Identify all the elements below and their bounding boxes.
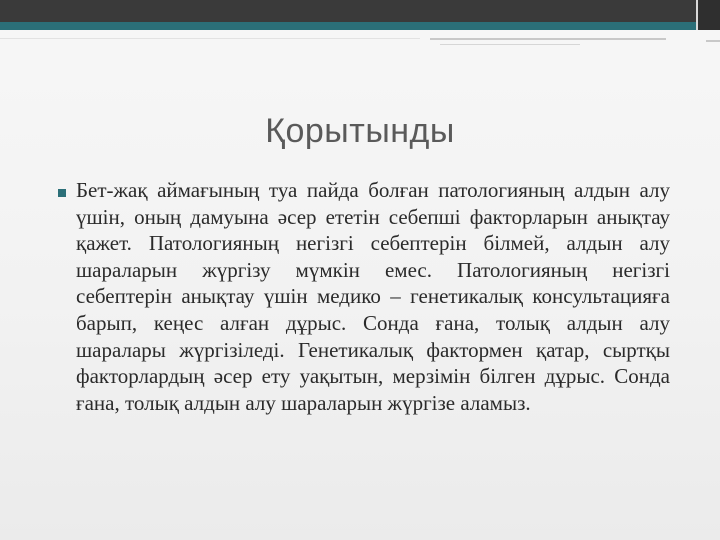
header-band-accent xyxy=(0,22,720,30)
decorative-line xyxy=(430,38,666,40)
decorative-line xyxy=(0,38,420,39)
decorative-line xyxy=(706,40,720,42)
decorative-line xyxy=(440,44,580,45)
bullet-text: Бет-жақ аймағының туа пайда болған патологияның алдын алу үшін, оның дамуына әсер ететін себепші факторларын анықтау қажет. Патологияның негізгі себептерін білмей, алдын алу шараларын жүргізу мүмкін емес. Патологияның негізгі себептерін анықтау үшін медико – генетикалық консультацияға барып, кеңес алған дұрыс. Сонда ғана, толық алдын алу шаралары жүргізіледі. Генетикалық фактормен қатар, сыртқы факторлардың әсер ету уақытын, мерзімін білген дұрыс. Сонда ғана, толық алдын алу шараларын жүргізе аламыз. xyxy=(76,178,670,415)
header-corner-block xyxy=(698,0,720,30)
header-band-dark xyxy=(0,0,720,22)
bullet-marker xyxy=(58,189,66,197)
slide-title: Қорытынды xyxy=(265,112,455,150)
